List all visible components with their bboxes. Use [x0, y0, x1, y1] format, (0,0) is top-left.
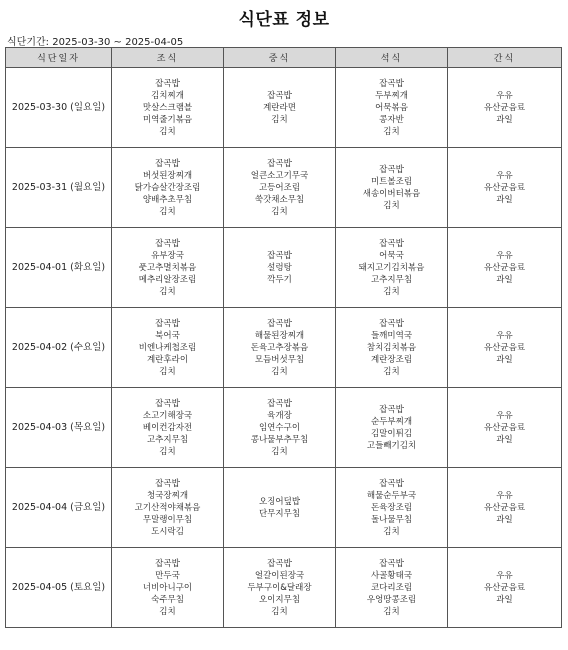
dinner-cell: [336, 468, 448, 548]
dish-item: 우유: [496, 570, 513, 581]
dinner-cell: [336, 68, 448, 148]
period-start: 2025-03-30: [52, 37, 111, 48]
dish-item: 김말이튀김: [370, 428, 413, 439]
dish-item: 잡곡밥: [155, 478, 180, 489]
snack-cell: [448, 228, 562, 308]
dish-item: 잡곡밥: [379, 318, 404, 329]
dish-item: 어묵볶음: [375, 102, 408, 113]
dish-item: 버섯된장찌개: [142, 170, 193, 181]
dish-item: 김치: [271, 606, 288, 617]
dish-item: 맛살스크램블: [142, 102, 193, 113]
dish-item: 유산균음료: [483, 262, 526, 273]
dish-item: 계란장조림: [370, 354, 413, 365]
dish-item: 유산균음료: [483, 182, 526, 193]
meal-table: [5, 47, 562, 628]
dish-item: 돈육장조림: [370, 502, 413, 513]
dish-item: 잡곡밥: [267, 318, 292, 329]
column-header-lunch: 중식: [224, 48, 336, 68]
dish-item: 김치: [383, 200, 400, 211]
dish-item: 잡곡밥: [267, 558, 292, 569]
dish-item: 콩나물부추무침: [250, 434, 309, 445]
dish-item: 고들빼기김치: [366, 440, 417, 451]
dish-item: 과일: [496, 594, 513, 605]
dish-item: 계란라면: [263, 102, 296, 113]
dish-item: 풋고추멸치볶음: [138, 262, 197, 273]
breakfast-cell: [112, 228, 224, 308]
dish-item: 고기산적야채볶음: [134, 502, 201, 513]
dish-item: 우엉땅콩조림: [366, 594, 417, 605]
dish-item: 유산균음료: [483, 102, 526, 113]
dish-item: 오이지무침: [258, 594, 301, 605]
dish-item: 김치: [271, 366, 288, 377]
dish-item: 숙주무침: [151, 594, 184, 605]
dish-item: 우유: [496, 330, 513, 341]
page-title: 식단표 정보: [238, 10, 330, 30]
dish-item: 두부구이&달래장: [247, 582, 312, 593]
dish-item: 청국장찌개: [146, 490, 189, 501]
dish-item: 쑥갓채소무침: [254, 194, 305, 205]
dish-item: 닭가슴살간장조림: [134, 182, 201, 193]
dish-item: 소고기해장국: [142, 410, 193, 421]
dish-item: 잡곡밥: [379, 404, 404, 415]
dish-item: 김치찌개: [151, 90, 184, 101]
table-row: [6, 148, 562, 228]
period-end: 2025-04-05: [125, 37, 184, 48]
dish-item: 고추지무침: [370, 274, 413, 285]
date-cell: 2025-04-05 (토요일): [6, 548, 112, 628]
dish-item: 북어국: [155, 330, 180, 341]
dish-item: 순두부찌개: [370, 416, 413, 427]
dish-item: 김치: [159, 366, 176, 377]
dish-item: 김치: [271, 206, 288, 217]
date-cell: 2025-04-03 (목요일): [6, 388, 112, 468]
dish-item: 김치: [383, 286, 400, 297]
dish-item: 잡곡밥: [155, 238, 180, 249]
dish-item: 너비아니구이: [142, 582, 193, 593]
breakfast-cell: [112, 68, 224, 148]
dish-item: 코다리조림: [370, 582, 413, 593]
dish-item: 잡곡밥: [379, 78, 404, 89]
table-row: [6, 468, 562, 548]
dish-item: 과일: [496, 274, 513, 285]
date-cell: 2025-03-30 (일요일): [6, 68, 112, 148]
table-body: [6, 68, 562, 628]
dish-item: 김치: [159, 606, 176, 617]
dish-item: 김치: [383, 126, 400, 137]
breakfast-cell: [112, 308, 224, 388]
dish-item: 잡곡밥: [155, 558, 180, 569]
dish-item: 어묵국: [379, 250, 404, 261]
dish-item: 양배추초무침: [142, 194, 193, 205]
dish-item: 잡곡밥: [155, 158, 180, 169]
table-header: [6, 48, 562, 68]
dish-item: 잡곡밥: [379, 238, 404, 249]
column-header-date: 식단일자: [6, 48, 112, 68]
dish-item: 김치: [159, 286, 176, 297]
dish-item: 유산균음료: [483, 582, 526, 593]
dish-item: 잡곡밥: [155, 78, 180, 89]
dinner-cell: [336, 388, 448, 468]
column-header-snack: 간식: [448, 48, 562, 68]
dish-item: 얼갈이된장국: [254, 570, 305, 581]
lunch-cell: [224, 468, 336, 548]
dish-item: 김치: [159, 126, 176, 137]
dish-item: 오징어덮밥: [258, 496, 301, 507]
snack-cell: [448, 548, 562, 628]
dish-item: 계란후라이: [146, 354, 189, 365]
dish-item: 김치: [271, 114, 288, 125]
dish-item: 과일: [496, 514, 513, 525]
dish-item: 얼큰소고기무국: [250, 170, 309, 181]
lunch-cell: [224, 308, 336, 388]
dish-item: 우유: [496, 490, 513, 501]
dish-item: 잡곡밥: [267, 250, 292, 261]
dish-item: 고추지무침: [146, 434, 189, 445]
header-row: [6, 48, 562, 68]
dish-item: 유산균음료: [483, 502, 526, 513]
dish-item: 단무지무침: [258, 508, 301, 519]
dish-item: 우유: [496, 90, 513, 101]
dish-item: 도시락김: [151, 526, 184, 537]
dish-item: 베이컨감자전: [142, 422, 193, 433]
dish-item: 해물된장찌개: [254, 330, 305, 341]
lunch-cell: [224, 388, 336, 468]
dish-item: 임연수구이: [258, 422, 301, 433]
dish-item: 잡곡밥: [379, 164, 404, 175]
lunch-cell: [224, 228, 336, 308]
breakfast-cell: [112, 388, 224, 468]
lunch-cell: [224, 68, 336, 148]
dinner-cell: [336, 548, 448, 628]
table-row: [6, 228, 562, 308]
breakfast-cell: [112, 148, 224, 228]
dish-item: 만두국: [155, 570, 180, 581]
dish-item: 잡곡밥: [379, 478, 404, 489]
dinner-cell: [336, 148, 448, 228]
breakfast-cell: [112, 468, 224, 548]
snack-cell: [448, 148, 562, 228]
dish-item: 과일: [496, 434, 513, 445]
table-row: [6, 68, 562, 148]
dish-item: 깍두기: [267, 274, 292, 285]
date-cell: 2025-03-31 (월요일): [6, 148, 112, 228]
dish-item: 잡곡밥: [267, 158, 292, 169]
dish-item: 두부찌개: [375, 90, 408, 101]
dish-item: 유산균음료: [483, 422, 526, 433]
dish-item: 돈육고추장볶음: [250, 342, 309, 353]
dish-item: 유부장국: [151, 250, 184, 261]
dish-item: 잡곡밥: [267, 90, 292, 101]
dinner-cell: [336, 228, 448, 308]
dish-item: 과일: [496, 354, 513, 365]
dish-item: 돌나물무침: [370, 514, 413, 525]
date-cell: 2025-04-01 (화요일): [6, 228, 112, 308]
lunch-cell: [224, 548, 336, 628]
dish-item: 콩자반: [379, 114, 404, 125]
snack-cell: [448, 68, 562, 148]
dish-item: 새송이버터볶음: [362, 188, 421, 199]
dish-item: 김치: [383, 606, 400, 617]
column-header-dinner: 석식: [336, 48, 448, 68]
dish-item: 설렁탕: [267, 262, 292, 273]
snack-cell: [448, 388, 562, 468]
dish-item: 과일: [496, 194, 513, 205]
table-row: [6, 388, 562, 468]
dish-item: 김치: [383, 366, 400, 377]
dish-item: 김치: [159, 206, 176, 217]
dish-item: 우유: [496, 250, 513, 261]
table-row: [6, 548, 562, 628]
table-row: [6, 308, 562, 388]
lunch-cell: [224, 148, 336, 228]
date-cell: 2025-04-04 (금요일): [6, 468, 112, 548]
dish-item: 모듬버섯무침: [254, 354, 305, 365]
dish-item: 우유: [496, 170, 513, 181]
dinner-cell: [336, 308, 448, 388]
dish-item: 메추리알장조림: [138, 274, 197, 285]
breakfast-cell: [112, 548, 224, 628]
dish-item: 미역줄기볶음: [142, 114, 193, 125]
dish-item: 유산균음료: [483, 342, 526, 353]
dish-item: 잡곡밥: [267, 398, 292, 409]
dish-item: 돼지고기김치볶음: [358, 262, 425, 273]
dish-item: 해물순두부국: [366, 490, 417, 501]
dish-item: 고등어조림: [258, 182, 301, 193]
dish-item: 육개장: [267, 410, 292, 421]
dish-item: 잡곡밥: [379, 558, 404, 569]
dish-item: 미트볼조림: [370, 176, 413, 187]
dish-item: 들깨미역국: [370, 330, 413, 341]
dish-item: 무말랭이무침: [142, 514, 193, 525]
dish-item: 과일: [496, 114, 513, 125]
dish-item: 잡곡밥: [155, 398, 180, 409]
dish-item: 사골황태국: [370, 570, 413, 581]
dish-item: 김치: [159, 446, 176, 457]
dish-item: 김치: [271, 446, 288, 457]
snack-cell: [448, 468, 562, 548]
snack-cell: [448, 308, 562, 388]
dish-item: 우유: [496, 410, 513, 421]
date-cell: 2025-04-02 (수요일): [6, 308, 112, 388]
dish-item: 비엔나케첩조림: [138, 342, 197, 353]
column-header-breakfast: 조식: [112, 48, 224, 68]
dish-item: 잡곡밥: [155, 318, 180, 329]
dish-item: 김치: [383, 526, 400, 537]
meal-period: 식단기간: 2025-03-30 ~ 2025-04-05: [7, 37, 184, 48]
period-label: 식단기간: [7, 37, 46, 48]
dish-item: 참치김치볶음: [366, 342, 417, 353]
